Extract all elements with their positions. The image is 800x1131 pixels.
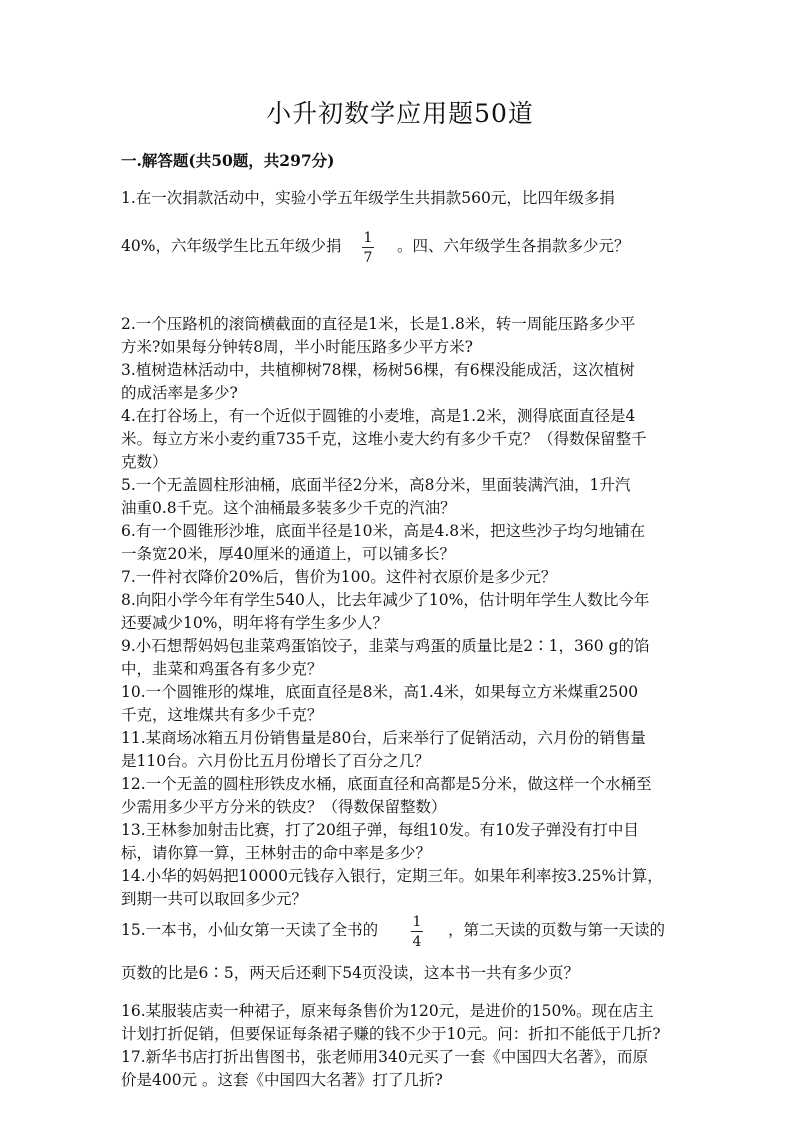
question-8-line-2: 还要减少10%，明年将有学生多少人？ xyxy=(121,614,388,632)
question-12-line-2: 少需用多少平方分米的铁皮？（得数保留整数） xyxy=(121,798,447,816)
question-17-line-1: 17.新华书店打折出售图书，张老师用340元买了一套《中国四大名著》，而原 xyxy=(121,1048,648,1066)
question-1-line-2a: 40%，六年级学生比五年级少捐 xyxy=(121,237,342,255)
question-4-line-2: 米。每立方米小麦约重735千克，这堆小麦大约有多少千克？（得数保留整千 xyxy=(121,430,647,448)
fraction-bar xyxy=(362,247,374,248)
fraction-numerator: 1 xyxy=(412,914,422,930)
question-11-line-2: 是110台。六月份比五月份增长了百分之几？ xyxy=(121,752,430,770)
question-13-line-2: 标，请你算一算，王林射击的命中率是多少？ xyxy=(121,844,432,862)
question-7-line-1: 7.一件衬衣降价20%后，售价为100。这件衬衣原价是多少元？ xyxy=(121,568,557,586)
question-2-line-1: 2.一个压路机的滚筒横截面的直径是1米，长是1.8米，转一周能压路多少平 xyxy=(121,315,636,333)
fraction-numerator: 1 xyxy=(363,230,373,246)
question-5-line-2: 油重0.8千克。这个油桶最多装多少千克的汽油？ xyxy=(121,499,456,517)
question-3-line-2: 的成活率是多少? xyxy=(121,384,238,402)
question-2-line-2: 方米?如果每分钟转8周，半小时能压路多少平方米? xyxy=(121,338,473,356)
question-14-line-2: 到期一共可以取回多少元？ xyxy=(121,890,308,908)
question-14-line-1: 14.小华的妈妈把10000元钱存入银行，定期三年。如果年利率按3.25%计算， xyxy=(121,867,663,885)
question-8-line-1: 8.向阳小学今年有学生540人，比去年减少了10%，估计明年学生人数比今年 xyxy=(121,591,650,609)
question-3-line-1: 3.植树造林活动中，共植柳树78棵，杨树56棵，有6棵没能成活，这次植树 xyxy=(121,361,635,379)
question-10-line-1: 10.一个圆锥形的煤堆，底面直径是8米，高1.4米，如果每立方米煤重2500 xyxy=(121,683,639,701)
fraction-denominator: 4 xyxy=(412,934,422,950)
question-16-line-2: 计划打折促销，但要保证每条裙子赚的钱不少于10元。问：折扣不能低于几折? xyxy=(121,1025,661,1043)
question-16-line-1: 16.某服装店卖一种裙子，原来每条售价为120元，是进价的150%。现在店主 xyxy=(121,1002,654,1020)
question-11-line-1: 11.某商场冰箱五月份销售量是80台，后来举行了促销活动，六月份的销售量 xyxy=(121,729,646,747)
question-17-line-2: 价是400元 。这套《中国四大名著》打了几折? xyxy=(121,1071,443,1089)
question-9-line-1: 9.小石想帮妈妈包韭菜鸡蛋馅饺子，韭菜与鸡蛋的质量比是2∶1，360 g的馅 xyxy=(121,637,650,655)
section-heading: 一.解答题(共50题，共297分) xyxy=(121,151,335,170)
fraction-denominator: 7 xyxy=(363,250,373,266)
question-1-line-1: 1.在一次捐款活动中，实验小学五年级学生共捐款560元，比四年级多捐 xyxy=(121,189,615,207)
question-15-line-2: 页数的比是6∶5，两天后还剩下54页没读，这本书一共有多少页？ xyxy=(121,964,579,982)
question-4-line-3: 克数） xyxy=(121,453,168,471)
question-4-line-1: 4.在打谷场上，有一个近似于圆锥的小麦堆，高是1.2米，测得底面直径是4 xyxy=(121,407,636,425)
question-9-line-2: 中，韭菜和鸡蛋各有多少克？ xyxy=(121,660,323,678)
fraction-one-seventh xyxy=(359,230,377,266)
question-6-line-1: 6.有一个圆锥形沙堆，底面半径是10米，高是4.8米，把这些沙子均匀地铺在 xyxy=(121,522,646,540)
question-12-line-1: 12.一个无盖的圆柱形铁皮水桶，底面直径和高都是5分米，做这样一个水桶至 xyxy=(121,775,652,793)
question-10-line-2: 千克，这堆煤共有多少千克？ xyxy=(121,706,323,724)
question-5-line-1: 5.一个无盖圆柱形油桶，底面半径2分米，高8分米，里面装满汽油，1升汽 xyxy=(121,476,631,494)
question-13-line-1: 13.王林参加射击比赛，打了20组子弹，每组10发。有10发子弹没有打中目 xyxy=(121,821,639,839)
question-15-line-1b: ，第二天读的页数与第一天读的 xyxy=(448,921,666,939)
question-1-line-2b: 。四、六年级学生各捐款多少元？ xyxy=(397,237,630,255)
fraction-one-quarter xyxy=(408,914,426,950)
question-6-line-2: 一条宽20米，厚40厘米的通道上，可以铺多长？ xyxy=(121,545,455,563)
page-title: 小升初数学应用题50道 xyxy=(266,99,534,128)
question-15-line-1a: 15.一本书，小仙女第一天读了全书的 xyxy=(121,921,379,939)
fraction-bar xyxy=(411,931,423,932)
